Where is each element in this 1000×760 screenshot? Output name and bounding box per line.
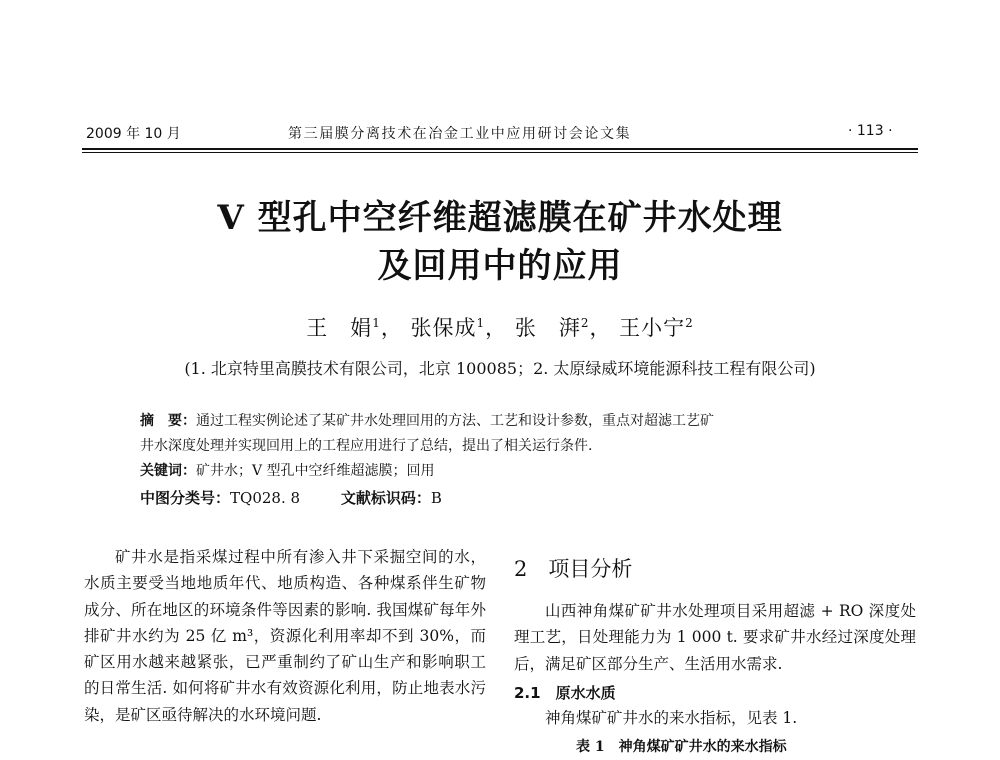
keywords-label: 关键词：	[140, 463, 196, 479]
abstract-line-1	[140, 410, 714, 430]
subsection-heading: 2.1 原水水质	[514, 684, 616, 702]
author-separator: ，	[485, 316, 508, 340]
section-heading: 2 项目分析	[514, 557, 633, 581]
author-affiliation-mark: 1	[372, 316, 381, 330]
table-caption: 表 1 神角煤矿矿井水的来水指标	[576, 739, 787, 755]
raw-water-paragraph: 神角煤矿矿井水的来水指标，见表 1.	[545, 709, 798, 727]
project-paragraph: 山西神角煤矿矿井水处理项目采用超滤 + RO 深度处理工艺，日处理能力为 1 000 t. 要求矿井水经过深度处理后，满足矿区部分生产、生活用水需求.	[514, 602, 916, 673]
subsection-body	[514, 705, 916, 731]
author-name: 张保成	[410, 316, 477, 340]
author-affiliation-mark: 2	[580, 316, 590, 330]
intro-paragraph: 矿井水是指采煤过程中所有渗入井下采掘空间的水，水质主要受当地地质年代、地质构造、各种煤系伴生矿物成分、所在地区的环境条件等因素的影响. 我国煤矿每年外排矿井水约为 25 亿 m³，资源化利用率却不到 30%，而矿区用水越来越紧张，已严重制约了矿山生产和影响职工的日常生活. 如何将矿井水有效资源化利用，防止地表水污染，是矿区亟待解决的水环境问题.	[84, 548, 486, 724]
left-column	[84, 544, 486, 728]
paper-title-line-2: 及回用中的应用	[377, 246, 623, 286]
author-separator: ，	[589, 316, 612, 340]
abstract-label: 摘 要：	[140, 413, 196, 429]
classification-line	[140, 487, 442, 508]
document-code-label: 文献标识码：	[340, 489, 431, 507]
classification-code: TQ028. 8	[230, 489, 301, 507]
keywords-line	[140, 460, 435, 480]
header-rule-thin	[82, 152, 918, 153]
document-code: B	[430, 489, 442, 507]
keywords-text: 矿井水；V 型孔中空纤维超滤膜；回用	[196, 463, 435, 479]
abstract-line-2: 井水深度处理并实现回用上的工程应用进行了总结，提出了相关运行条件.	[140, 438, 593, 454]
header-date: 2009 年 10 月	[86, 126, 181, 142]
right-column	[514, 598, 916, 677]
author-name: 王小宁	[619, 316, 686, 340]
author-name: 张 湃	[514, 316, 581, 340]
author-affiliation-mark: 1	[476, 316, 486, 330]
abstract-text: 通过工程实例论述了某矿井水处理回用的方法、工艺和设计参数，重点对超滤工艺矿	[196, 413, 714, 429]
author-separator: ，	[380, 316, 403, 340]
header-page-number: · 113 ·	[848, 123, 893, 139]
author-affiliation-mark: 2	[685, 316, 694, 330]
header-rule	[82, 148, 918, 150]
paper-title-line-1: V 型孔中空纤维超滤膜在矿井水处理	[217, 198, 783, 238]
author-list	[0, 312, 1000, 342]
classification-label: 中图分类号：	[140, 489, 231, 507]
header-proceedings-title: 第三届膜分离技术在冶金工业中应用研讨会论文集	[288, 126, 632, 142]
affiliations: (1. 北京特里高膜技术有限公司，北京 100085；2. 太原绿威环境能源科技工程有限公司)	[184, 359, 816, 378]
author-name: 王 娟	[306, 316, 373, 340]
